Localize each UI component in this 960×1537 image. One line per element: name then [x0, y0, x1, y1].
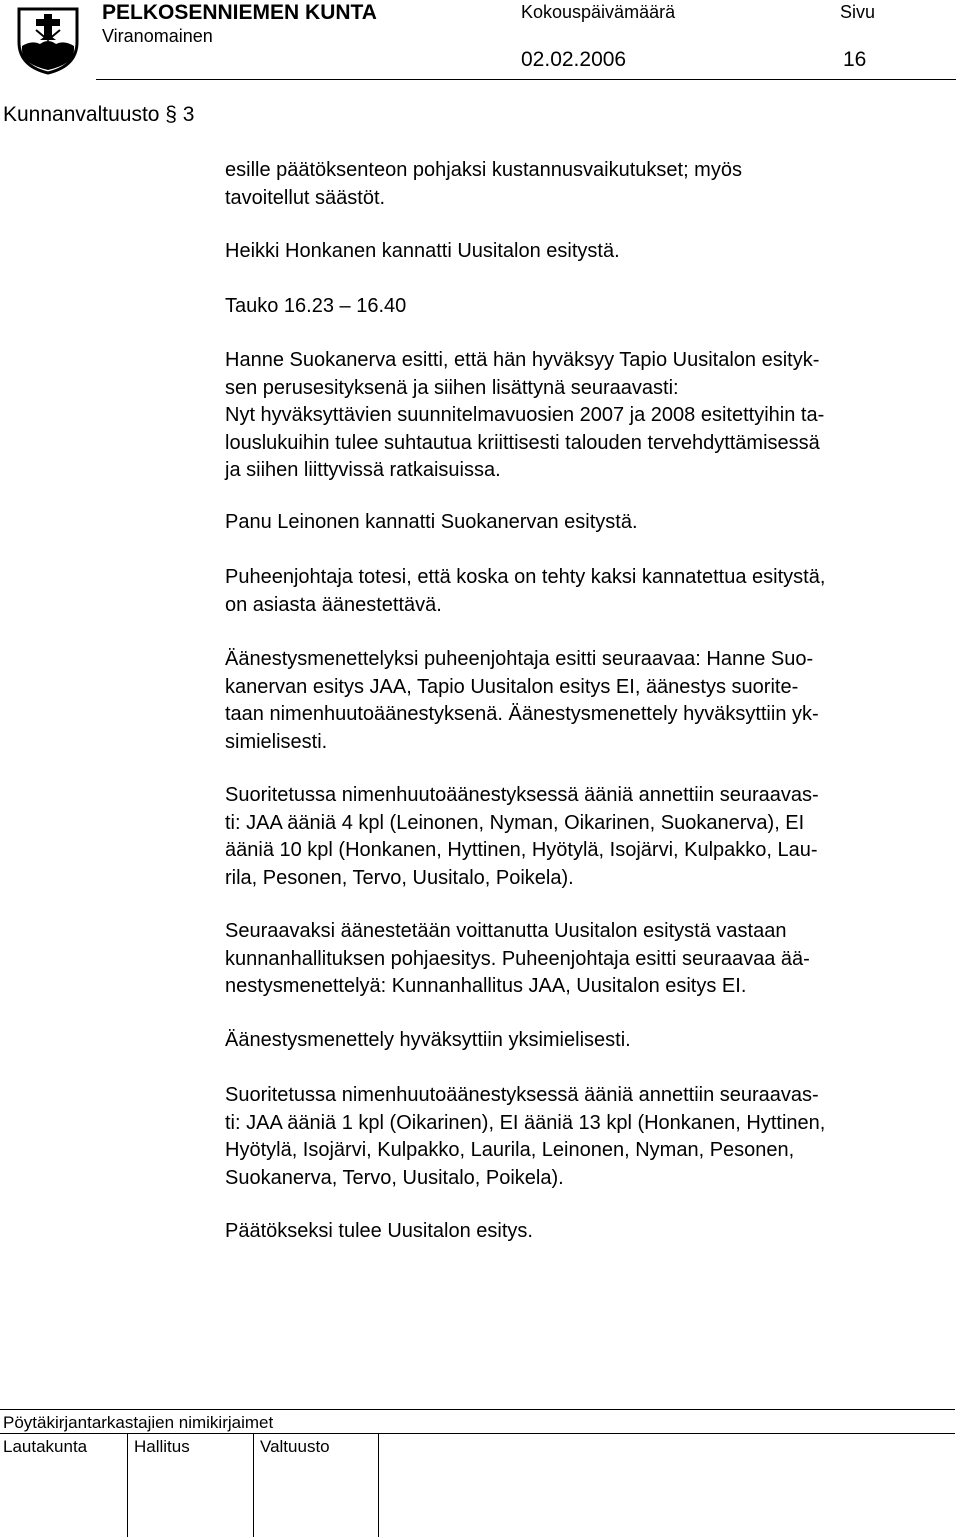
paragraph [225, 564, 825, 619]
footer-column-separator [127, 1433, 128, 1537]
section-title: Kunnanvaltuusto § 3 [3, 103, 195, 126]
paragraph-line: ti: JAA ääniä 4 kpl (Leinonen, Nyman, Oikarinen, Suokanerva), EI [225, 811, 805, 834]
organization-name: PELKOSENNIEMEN KUNTA [102, 1, 377, 24]
paragraph [225, 157, 742, 212]
page-label: Sivu [840, 2, 876, 22]
paragraph-line: Heikki Honkanen kannatti Uusitalon esitystä. [225, 240, 620, 262]
paragraph [225, 1027, 631, 1055]
footer-column-valtuusto: Valtuusto [260, 1437, 330, 1456]
paragraph-line: nestysmenettelyä: Kunnanhallitus JAA, Uusitalon esitys EI. [225, 975, 747, 997]
paragraph [225, 918, 810, 1001]
paragraph [225, 347, 824, 485]
paragraph-line: on asiasta äänestettävä. [225, 593, 442, 616]
paragraph-line: louslukuihin tulee suhtautua kriittisesti talouden tervehdyttämisessä [225, 431, 820, 454]
paragraph-line: sen perusesityksenä ja siihen lisättynä seuraavasti: [225, 376, 679, 399]
paragraph-line: ääniä 10 kpl (Honkanen, Hyttinen, Hyötylä, Isojärvi, Kulpakko, Lau- [225, 839, 818, 861]
paragraph-line: Puheenjohtaja totesi, että koska on tehty kaksi kannatettua esitystä, [225, 566, 826, 588]
header-subtitle: Viranomainen [102, 26, 213, 46]
footer-divider-top [0, 1409, 955, 1410]
paragraph-line: Äänestysmenettelyksi puheenjohtaja esitti seuraavaa: Hanne Suo- [225, 648, 814, 670]
header-divider [96, 79, 956, 80]
footer-title: Pöytäkirjantarkastajien nimikirjaimet [3, 1413, 274, 1432]
paragraph-line: Panu Leinonen kannatti Suokanervan esitystä. [225, 511, 638, 533]
paragraph [225, 1218, 533, 1246]
page-number: 16 [843, 48, 867, 71]
paragraph-line: Tauko 16.23 – 16.40 [225, 295, 407, 317]
paragraph-line: Äänestysmenettely hyväksyttiin yksimielisesti. [225, 1029, 631, 1051]
footer-column-separator [253, 1433, 254, 1537]
paragraph-line: Hanne Suokanerva esitti, että hän hyväksyy Tapio Uusitalon esityk- [225, 349, 820, 371]
paragraph-line: ti: JAA ääniä 1 kpl (Oikarinen), EI ääniä 13 kpl (Honkanen, Hyttinen, [225, 1111, 826, 1134]
footer-divider [0, 1433, 955, 1434]
paragraph-line: esille päätöksenteon pohjaksi kustannusvaikutukset; myös [225, 159, 742, 181]
paragraph-line: Hyötylä, Isojärvi, Kulpakko, Laurila, Leinonen, Nyman, Pesonen, [225, 1139, 795, 1161]
paragraph-line: tavoitellut säästöt. [225, 186, 386, 209]
coat-of-arms-icon [16, 6, 80, 76]
footer-column-lautakunta: Lautakunta [3, 1437, 88, 1456]
paragraph-line: Suokanerva, Tervo, Uusitalo, Poikela). [225, 1166, 564, 1189]
meeting-date-label: Kokouspäivämäärä [521, 2, 676, 22]
paragraph-line: rila, Pesonen, Tervo, Uusitalo, Poikela). [225, 866, 574, 889]
paragraph [225, 782, 819, 892]
footer-column-hallitus: Hallitus [134, 1437, 190, 1456]
paragraph [225, 238, 620, 266]
paragraph-line: Seuraavaksi äänestetään voittanutta Uusitalon esitystä vastaan [225, 920, 787, 942]
paragraph [225, 509, 638, 537]
paragraph-line: simielisesti. [225, 730, 328, 753]
meeting-date: 02.02.2006 [521, 48, 627, 71]
paragraph-line: ja siihen liittyvissä ratkaisuissa. [225, 459, 501, 481]
paragraph-line: kunnanhallituksen pohjaesitys. Puheenjohtaja esitti seuraavaa ää- [225, 947, 810, 970]
paragraph-line: kanervan esitys JAA, Tapio Uusitalon esitys EI, äänestys suorite- [225, 675, 799, 698]
paragraph-line: Päätökseksi tulee Uusitalon esitys. [225, 1220, 533, 1242]
paragraph [225, 646, 819, 756]
paragraph-line: taan nimenhuutoäänestyksenä. Äänestysmenettely hyväksyttiin yk- [225, 703, 819, 725]
footer-column-separator [378, 1433, 379, 1537]
paragraph [225, 293, 406, 321]
paragraph [225, 1082, 825, 1192]
paragraph-line: Suoritetussa nimenhuutoäänestyksessä ääniä annettiin seuraavas- [225, 1084, 819, 1106]
paragraph-line: Suoritetussa nimenhuutoäänestyksessä ääniä annettiin seuraavas- [225, 784, 819, 806]
paragraph-line: Nyt hyväksyttävien suunnitelmavuosien 2007 ja 2008 esitettyihin ta- [225, 404, 825, 426]
